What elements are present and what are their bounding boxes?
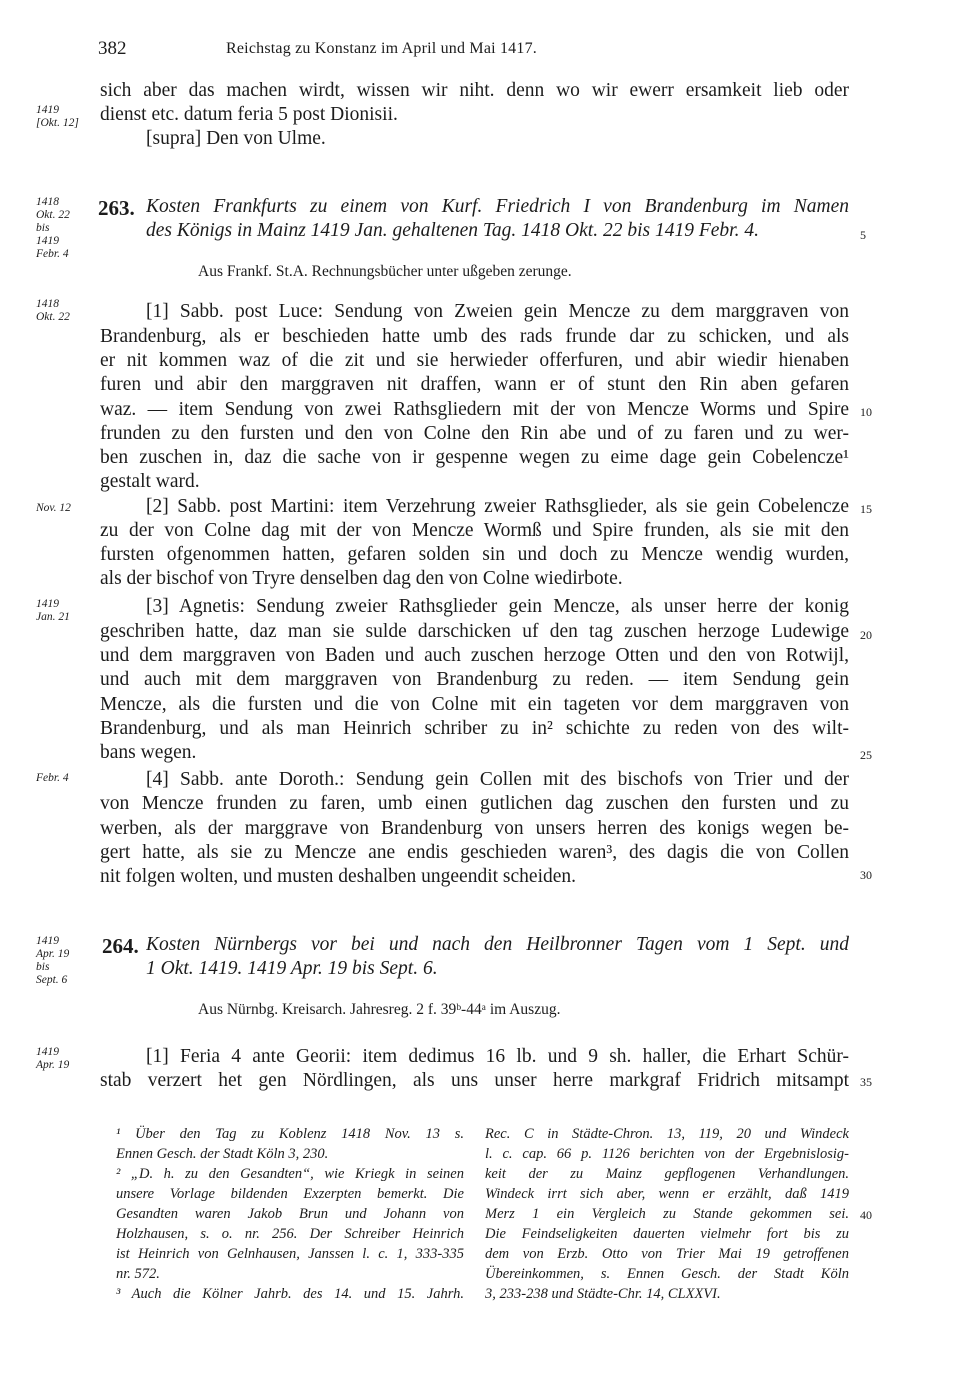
document-number: 264. xyxy=(102,934,139,958)
margin-date: 1418 Okt. 22 bis 1419 Febr. 4 xyxy=(36,196,70,260)
line-number: 35 xyxy=(860,1075,872,1089)
text-line: [4] Sabb. ante Doroth.: Sendung gein Collen mit des bischofs von Trier und der xyxy=(146,769,849,790)
footnote-line: keit der zu Mainz gepflogenen Verhandlungen. xyxy=(485,1166,849,1182)
footnote-line: ¹ Über den Tag zu Koblenz 1418 Nov. 13 s. xyxy=(116,1126,464,1142)
footnote-line: unsere Vorlage bildenden Exzerpten bemerkt. Die xyxy=(116,1186,464,1202)
line-number: 25 xyxy=(860,748,872,762)
text-line: furen und abir den marggraven nit draffen, wann er of stunt den Rin aben gefaren xyxy=(100,374,849,395)
text-line: stab verzert het gen Nördlingen, als uns unser herre markgraf Fridrich mitsampt xyxy=(100,1070,849,1091)
footnote-line: 3, 233-238 und Städte-Chr. 14, CLXXVI. xyxy=(485,1286,721,1302)
text-line: werben, als der marggrave von Brandenburg von unsers herren des konigs wegen be- xyxy=(100,818,849,839)
line-number: 30 xyxy=(860,868,872,882)
text-line: [2] Sabb. post Martini: item Verzehrung zweier Rathsglieder, als sie gein Cobelencze xyxy=(146,496,849,517)
margin-date: Febr. 4 xyxy=(36,772,69,784)
margin-date: 1419 [Okt. 12] xyxy=(36,104,79,129)
text-line: Mencze, als die fursten und die von Colne mit ein tageten vor dem marggraven von xyxy=(100,694,849,715)
margin-date: 1419 Jan. 21 xyxy=(36,598,70,623)
text-line: Brandenburg, als er beschieden hatte umb des rads frunde dar zu schicken, und als xyxy=(100,326,849,347)
text-line: nit folgen wolten, und musten deshalben ungeendit scheiden. xyxy=(100,866,577,887)
text-line: [1] Sabb. post Luce: Sendung von Zweien gein Mencze zu dem marggraven von xyxy=(146,301,849,322)
footnote-line: Übereinkommen, s. Ennen Gesch. der Stadt Köln xyxy=(485,1266,849,1282)
text-line: [1] Feria 4 ante Georii: item dedimus 16 lb. und 9 sh. haller, die Erhart Schür- xyxy=(146,1046,849,1067)
footnotes-right xyxy=(485,1124,849,1304)
text-line: gestalt ward. xyxy=(100,471,200,492)
text-line: frunden zu den fursten und den von Colne den Rin abe und of zu faren und zu wer- xyxy=(100,423,849,444)
footnote-line: ³ Auch die Kölner Jahrb. des 14. und 15. Jahrh. xyxy=(116,1286,464,1302)
line-number: 20 xyxy=(860,628,872,642)
text-line: geschriben hatte, daz man sie sulde darschicken uf den tag zuschen herzoge Ludewige xyxy=(100,621,849,642)
source-line: Aus Nürnbg. Kreisarch. Jahresreg. 2 f. 39ᵇ-44ᵃ im Auszug. xyxy=(198,1001,561,1018)
footnote-line: ist Heinrich von Gelnhausen, Janssen l. c. 1, 333-335 xyxy=(116,1246,464,1262)
margin-date: Nov. 12 xyxy=(36,502,71,514)
text-line: sich aber das machen wirdt, wissen wir niht. denn wo wir ewerr ersamkeit lieb oder xyxy=(100,80,849,101)
document-title: Kosten Nürnbergs vor bei und nach den Heilbronner Tagen vom 1 Sept. und xyxy=(146,934,849,955)
footnote-line: Merz 1 ein Vergleich zu Stande gekommen sei. xyxy=(485,1206,849,1222)
text-line: zu der von Colne dag mit der von Mencze Wormß und Spire frunden, als sie mit den xyxy=(100,520,849,541)
text-line: er nit kommen waz of die zit und sie herwieder offerfuren, und abir wiedir hienaben xyxy=(100,350,849,371)
line-number: 15 xyxy=(860,502,872,516)
text-line: dienst etc. datum feria 5 post Dionisii. xyxy=(100,104,398,125)
text-line: und auch mit dem marggraven von Brandenburg zu reden. — item Sendung gein xyxy=(100,669,849,690)
source-line: Aus Frankf. St.A. Rechnungsbücher unter ußgeben zerunge. xyxy=(198,263,572,280)
text-line: [3] Agnetis: Sendung zweier Rathsglieder gein Mencze, als unser herre der konig xyxy=(146,596,849,617)
footnote-line: l. c. cap. 66 p. 1126 berichten von der Ergebnislosig- xyxy=(485,1146,849,1162)
text-line: bans wegen. xyxy=(100,742,197,763)
margin-date: 1419 Apr. 19 xyxy=(36,1046,70,1071)
text-line: [supra] Den von Ulme. xyxy=(146,128,326,149)
footnotes-left xyxy=(116,1124,464,1304)
footnote-line: Ennen Gesch. der Stadt Köln 3, 230. xyxy=(116,1146,329,1162)
line-number: 5 xyxy=(860,228,866,242)
footnote-line: dem von Erzb. Otto von Trier Mai 19 getroffenen xyxy=(485,1246,849,1262)
text-line: ben zuschen in, daz die sache von ir gespenne wegen zu eime dage gein Cobelencze¹ xyxy=(100,447,849,468)
text-line: fursten ofgenommen hatten, gefaren solden sin und doch zu Mencze wendig wurden, xyxy=(100,544,849,565)
text-line: gert hatte, als sie zu Mencze ane endis geschieden waren³, des dagis die von Collen xyxy=(100,842,849,863)
text-line: waz. — item Sendung von zwei Rathsgliedern mit der von Mencze Worms und Spire xyxy=(100,399,849,420)
footnote-line: Gesandten waren Jakob Brun und Johann von xyxy=(116,1206,464,1222)
text-line: und dem marggraven von Baden und auch zuschen herzoge Otten und den von Rotwijl, xyxy=(100,645,849,666)
document-title: des Königs in Mainz 1419 Jan. gehaltenen Tag. 1418 Okt. 22 bis 1419 Febr. 4. xyxy=(146,220,759,241)
footnote-line: Rec. C in Städte-Chron. 13, 119, 20 und Windeck xyxy=(485,1126,849,1142)
text-line: Brandenburg, und als man Heinrich schriber zu in² schichte zu reden von des wilt- xyxy=(100,718,849,739)
footnote-line: Holzhausen, s. o. nr. 256. Der Schreiber Heinrich xyxy=(116,1226,464,1242)
page-number: 382 xyxy=(98,38,127,59)
footnote-line: Windeck irrt sich aber, wenn er erzählt, daß 1419 xyxy=(485,1186,849,1202)
margin-date: 1418 Okt. 22 xyxy=(36,298,70,323)
document-title: Kosten Frankfurts zu einem von Kurf. Friedrich I von Brandenburg im Namen xyxy=(146,196,849,217)
footnote-line: nr. 572. xyxy=(116,1266,160,1282)
document-number: 263. xyxy=(98,196,135,220)
text-line: als der bischof von Tryre denselben dag den von Colne wiedirbote. xyxy=(100,568,623,589)
document-title: 1 Okt. 1419. 1419 Apr. 19 bis Sept. 6. xyxy=(146,958,438,979)
text-line: von Mencze frunden zu faren, umb einen gutlichen dag zuschen den fursten und zu xyxy=(100,793,849,814)
margin-date: 1419 Apr. 19 bis Sept. 6 xyxy=(36,935,70,986)
line-number: 10 xyxy=(860,405,872,419)
footnote-line: ² „D. h. zu den Gesandten“, wie Kriegk in seinen xyxy=(116,1166,464,1182)
footnote-line: Die Feindseligkeiten dauerten vielmehr fort bis zu xyxy=(485,1226,849,1242)
line-number: 40 xyxy=(860,1208,872,1222)
running-title: Reichstag zu Konstanz im April und Mai 1417. xyxy=(226,40,537,57)
